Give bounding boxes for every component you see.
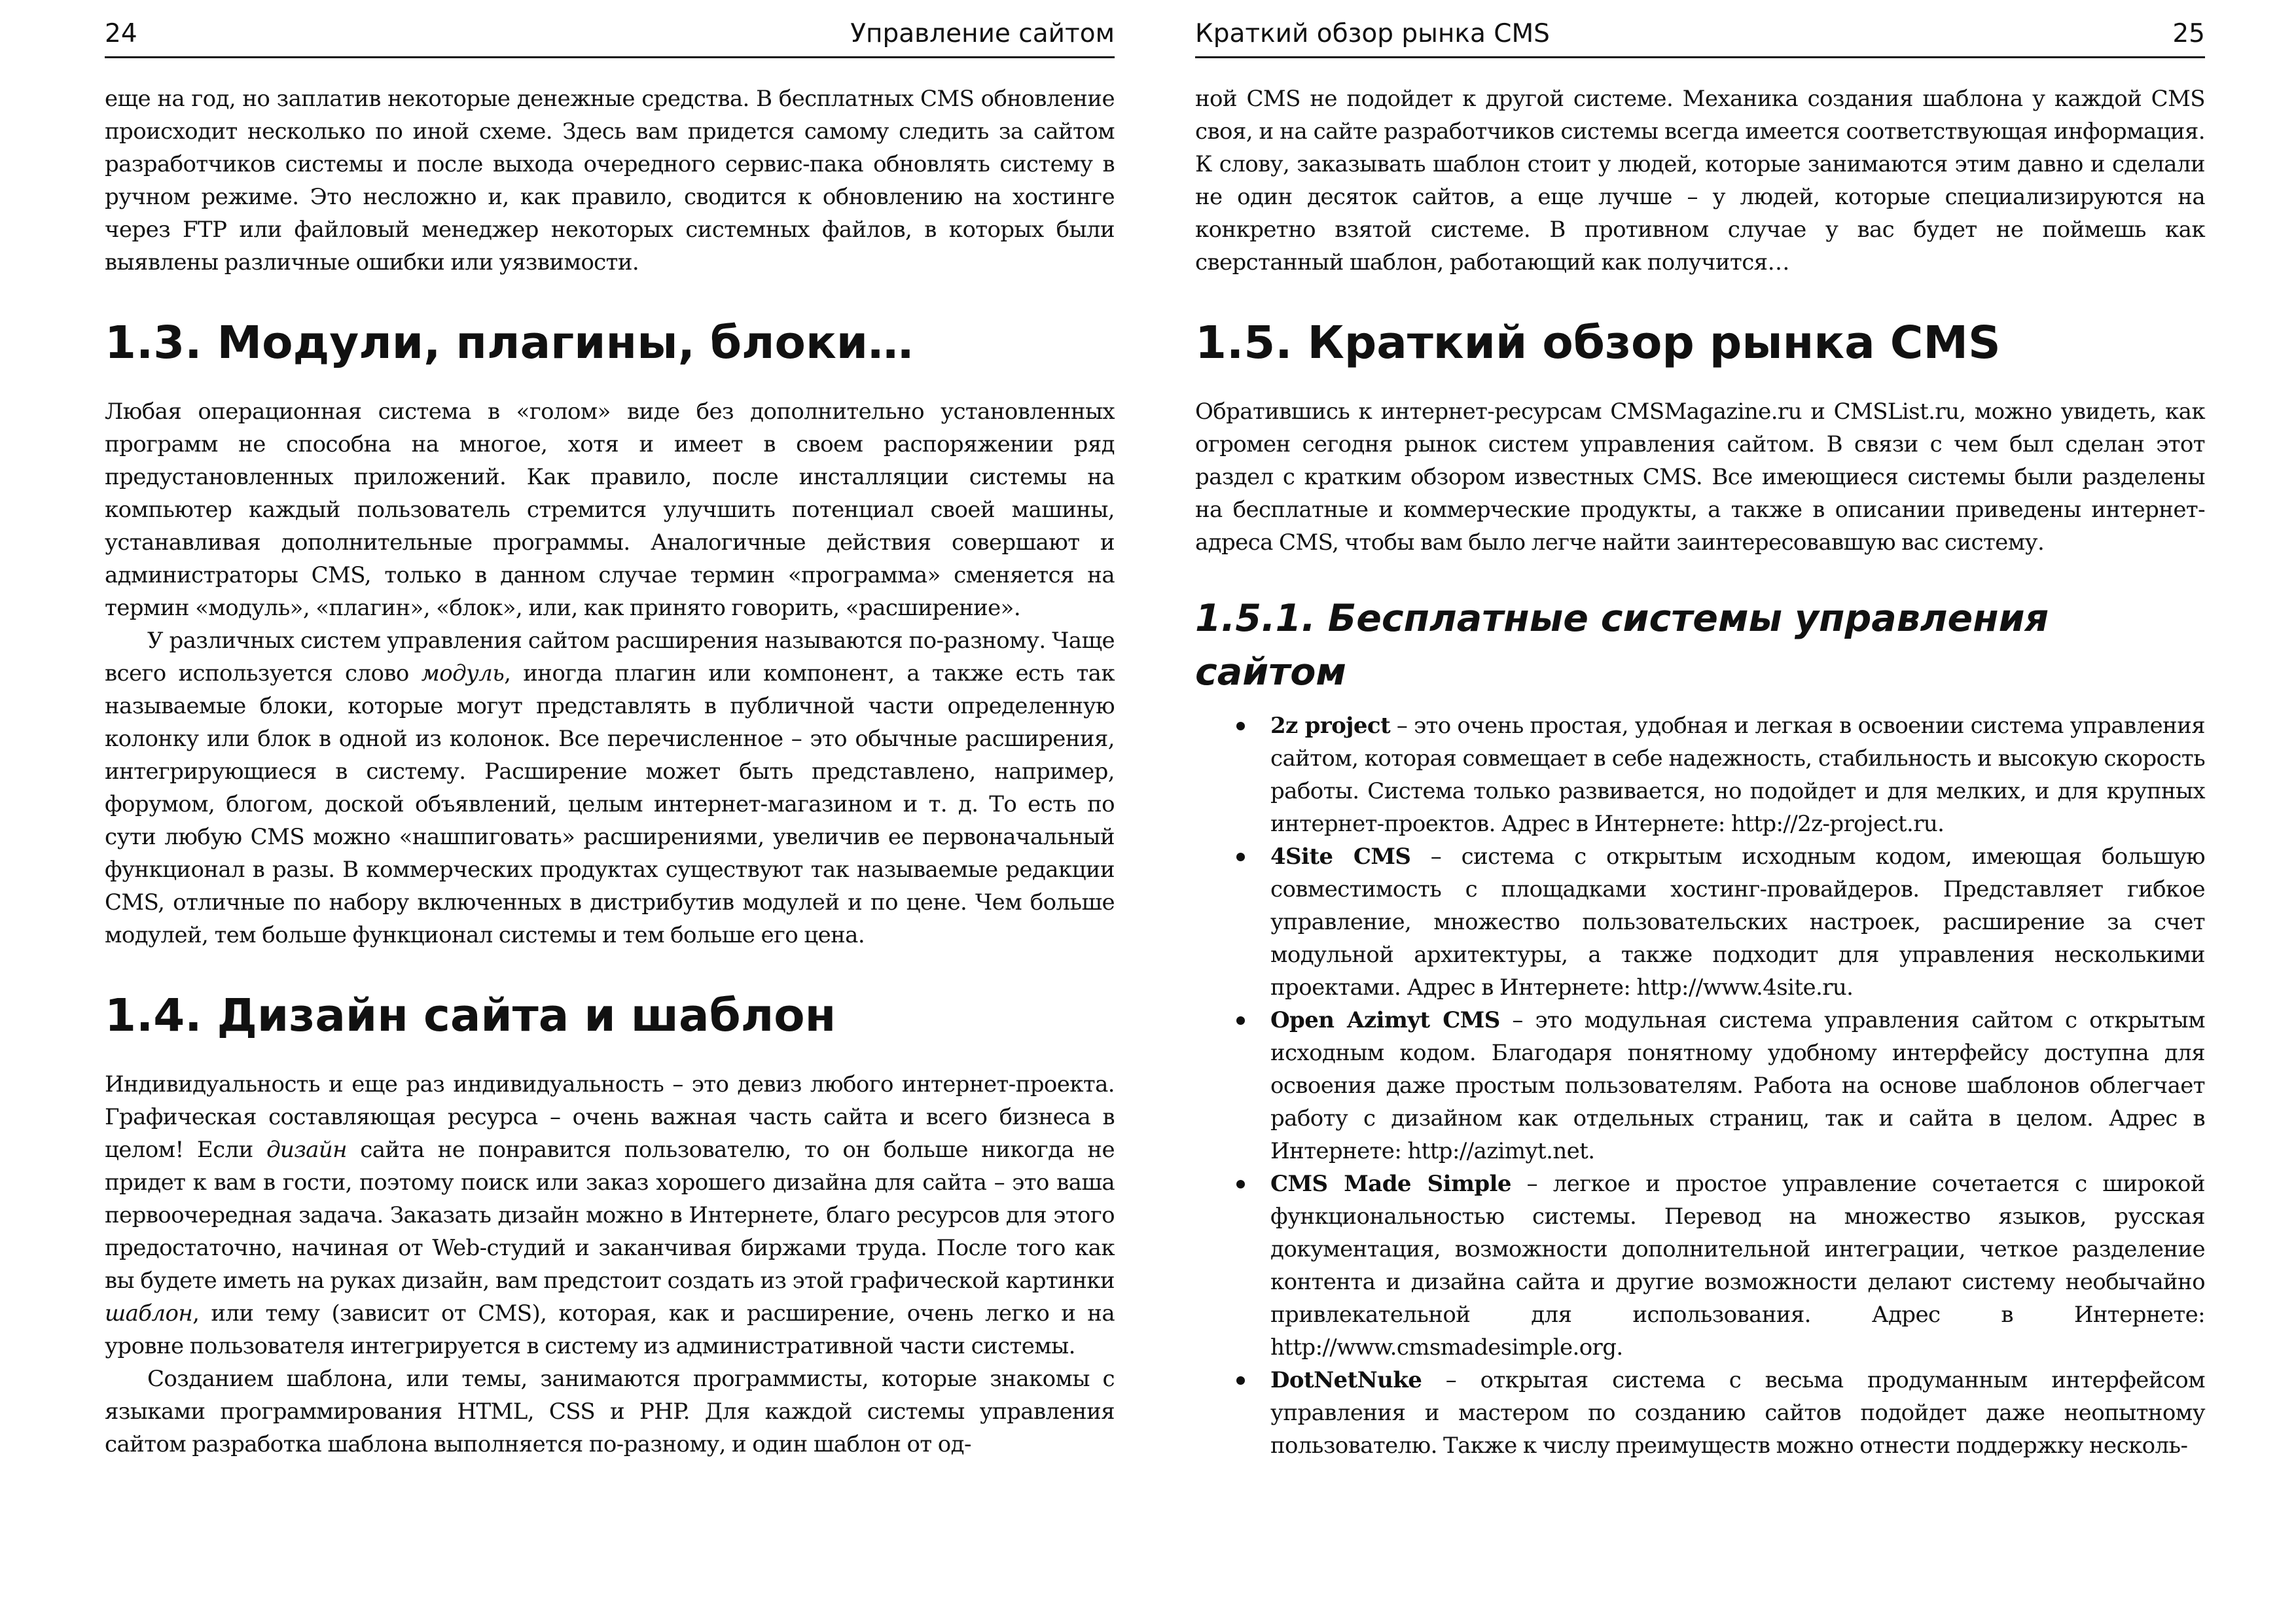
section-heading-1-3: 1.3. Модули, плагины, блоки… [105,317,914,369]
emphasis-term: дизайн [266,1137,347,1163]
cms-description: – это модульная система управления сайтом с открытым исходным кодом. Благодаря понятному удобному интерфейсу доступна для освоения даже простым пользователям. Работа на основе шаблонов облегчает работу с дизайном как отдельных страниц, так и сайта в целом. Адрес в Интернете: http://azimyt.net. [1270,1007,2205,1164]
left-page [105,0,1115,1623]
paragraph: У различных систем управления сайтом расширения называются по-разному. Чаще всего используется слово модуль, иногда плагин или компонент, а также есть так называемые блоки, которые могут представлять в публичной части определенную колонку или блок в одной из колонок. Все перечисленное – это обычные расширения, интегрирующиеся в систему. Расширение может быть представлено, например, форумом, блогом, доской объявлений, целым интернет-магазином и т. д. То есть по сути любую CMS можно «нашпиговать» расширениями, увеличив ее первоначальный функционал в разы. В коммерческих продуктах существуют так называемые редакции CMS, отличные по набору включенных в дистрибутив модулей и по цене. Чем больше модулей, тем больше функционал системы и тем больше его цена. [105,628,1115,948]
paragraph: Любая операционная система в «голом» виде без дополнительно установленных программ не способна на многое, хотя и имеет в своем распоряжении ряд предустановленных приложений. Как правило, после инсталляции системы на компьютер каждый пользователь стремится улучшить потенциал своей машины, устанавливая дополнительные программы. Аналогичные действия совершают и администраторы CMS, только в данном случае термин «программа» сменяется на термин «модуль», «плагин», «блок», или, как принято говорить, «расширение». [105,399,1115,621]
page-number: 24 [105,19,137,48]
section-heading-1-4: 1.4. Дизайн сайта и шаблон [105,990,836,1042]
cms-description: – система с открытым исходным кодом, имеющая большую совместимость с площадками хостинг-провайдеров. Представляет гибкое управление, множество пользовательских настроек, расширение за счет модульной архитектуры, а также подходит для управления несколькими проектами. Адрес в Интернете: http://www.4site.ru. [1270,844,2205,1001]
page-content [105,82,1115,1461]
list-item [1270,1004,2205,1168]
cms-description: – открытая система с весьма продуманным интерфейсом управления и мастером по созданию сайтов подойдет даже неопытному пользователю. Также к числу преимуществ можно отнести поддержку несколь- [1270,1367,2205,1459]
intro-paragraph: ной CMS не подойдет к другой системе. Механика создания шаблона у каждой CMS своя, и на сайте разработчиков системы всегда имеется соответствующая информация. К слову, заказывать шаблон стоит у людей, которые занимаются этим давно и сделали не один десяток сайтов, а еще лучше – у людей, которые специализируются на конкретно взятой системе. В противном случае у вас будет не поймешь как сверстанный шаблон, работающий как получится… [1195,86,2205,276]
bullet-icon [1236,1016,1245,1025]
cms-description: – это очень простая, удобная и легкая в освоении система управления сайтом, которая совмещает в себе надежность, стабильность и высокую скорость работы. Система только развивается, но подойдет и для мелких, и для крупных интернет-проектов. Адрес в Интернете: http://2z-project.ru. [1270,713,2205,837]
bullet-icon [1236,1376,1245,1385]
list-item [1270,1168,2205,1364]
running-head [105,13,1115,58]
paragraph: Созданием шаблона, или темы, занимаются программисты, которые знакомы с языками программирования HTML, CSS и PHP. Для каждой системы управления сайтом разработка шаблона выполняется по-разному, и один шаблон от од- [105,1366,1115,1457]
list-item [1270,1364,2205,1462]
cms-name: DotNetNuke [1270,1367,1422,1393]
bullet-icon [1236,1180,1245,1188]
list-item [1270,709,2205,840]
cms-list [1195,709,2205,1462]
paragraph: Индивидуальность и еще раз индивидуальность – это девиз любого интернет-проекта. Графическая составляющая ресурса – очень важная часть сайта и всего бизнеса в целом! Если дизайн сайта не понравится пользователю, то он больше никогда не придет к вам в гости, поэтому поиск или заказ хорошего дизайна для сайта – это ваша первоочередная задача. Заказать дизайн можно в Интернете, благо ресурсов для этого предостаточно, начиная от Web-студий и заканчивая биржами труда. После того как вы будете иметь на руках дизайн, вам предстоит создать из этой графической картинки шаблон, или тему (зависит от CMS), которая, как и расширение, очень легко и на уровне пользователя интегрируется в систему из административной части системы. [105,1071,1115,1359]
emphasis-term: модуль [421,660,505,687]
cms-description: – легкое и простое управление сочетается с широкой функциональностью системы. Перевод на множество языков, русская документация, возможности дополнительной интеграции, четкое разделение контента и дизайна сайта и другие возможности делают систему необычайно привлекательной для использования. Адрес в Интернете: http://www.cmsmadesimple.org. [1270,1171,2205,1361]
page-number: 25 [2172,19,2205,48]
bullet-icon [1236,722,1245,730]
page-content [1195,82,2205,1462]
bullet-icon [1236,853,1245,861]
running-head [1195,13,2205,58]
emphasis-term: шаблон [105,1300,193,1327]
cms-name: 4Site CMS [1270,844,1411,870]
list-item [1270,840,2205,1004]
section-heading-1-5: 1.5. Краткий обзор рынка CMS [1195,317,2001,369]
cms-name: CMS Made Simple [1270,1171,1511,1197]
running-title: Управление сайтом [850,19,1115,48]
subsection-heading-1-5-1: 1.5.1. Бесплатные системы управления сайтом [1195,597,2049,694]
cms-name: Open Azimyt CMS [1270,1007,1500,1033]
running-title: Краткий обзор рынка CMS [1195,19,1550,48]
intro-paragraph: еще на год, но заплатив некоторые денежные средства. В бесплатных CMS обновление происходит несколько по иной схеме. Здесь вам придется самому следить за сайтом разработчиков системы и после выхода очередного сервис-пака обновлять систему в ручном режиме. Это несложно и, как правило, сводится к обновлению на хостинге через FTP или файловый менеджер некоторых системных файлов, в которых были выявлены различные ошибки или уязвимости. [105,86,1115,276]
paragraph: Обратившись к интернет-ресурсам CMSMagazine.ru и CMSList.ru, можно увидеть, как огромен сегодня рынок систем управления сайтом. В связи с чем был сделан этот раздел с кратким обзором известных CMS. Все имеющиеся системы были разделены на бесплатные и коммерческие продукты, а также в описании приведены интернет-адреса CMS, чтобы вам было легче найти заинтересовавшую вас систему. [1195,399,2205,556]
cms-name: 2z project [1270,713,1391,739]
right-page [1195,0,2205,1623]
